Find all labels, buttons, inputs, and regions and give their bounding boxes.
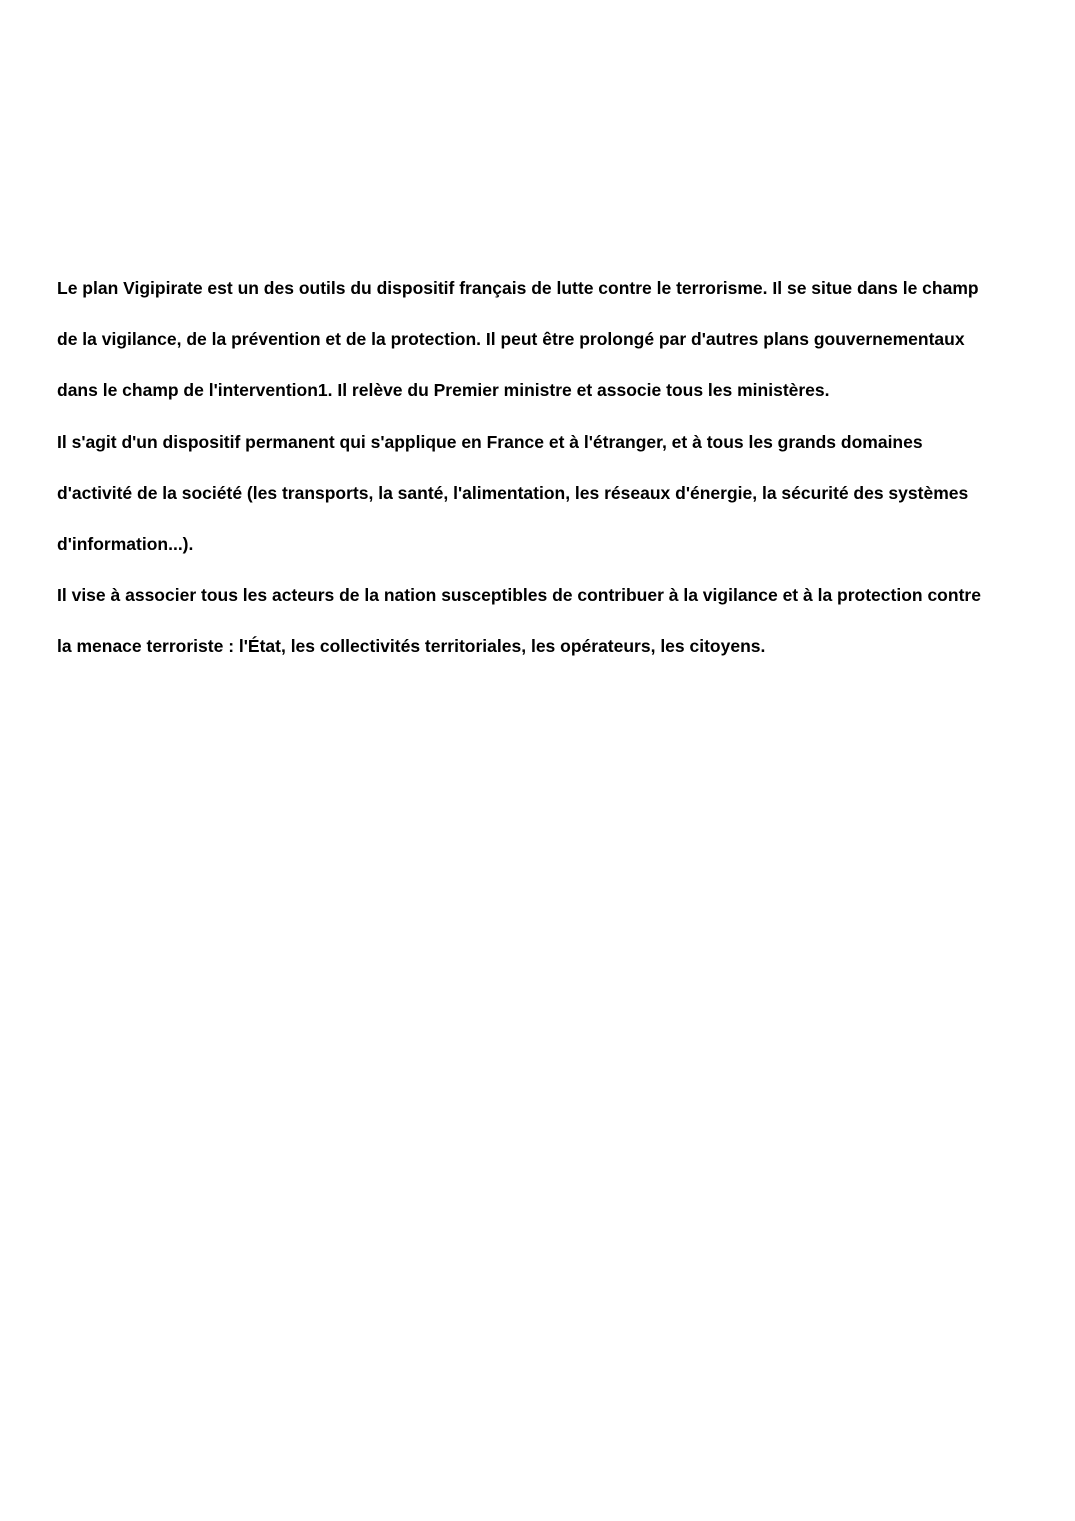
body-text: [57, 263, 1047, 673]
text-line-8: la menace terroriste : l'État, les collectivités territoriales, les opérateurs, les citoyens.: [57, 636, 766, 657]
text-line-5: d'activité de la société (les transports, la santé, l'alimentation, les réseaux d'énergie, la sécurité des systèmes: [57, 482, 969, 503]
text-line-4: Il s'agit d'un dispositif permanent qui s'applique en France et à l'étranger, et à tous les grands domaines: [57, 431, 923, 452]
text-line-7: Il vise à associer tous les acteurs de la nation susceptibles de contribuer à la vigilance et à la protection contre: [57, 585, 981, 606]
text-line-3: dans le champ de l'intervention1. Il relève du Premier ministre et associe tous les ministères.: [57, 380, 830, 401]
text-line-2: de la vigilance, de la prévention et de la protection. Il peut être prolongé par d'autres plans gouvernementaux: [57, 329, 965, 350]
text-line-6: d'information...).: [57, 533, 194, 554]
text-line-1: Le plan Vigipirate est un des outils du dispositif français de lutte contre le terrorisme. Il se situe dans le champ: [57, 278, 979, 298]
